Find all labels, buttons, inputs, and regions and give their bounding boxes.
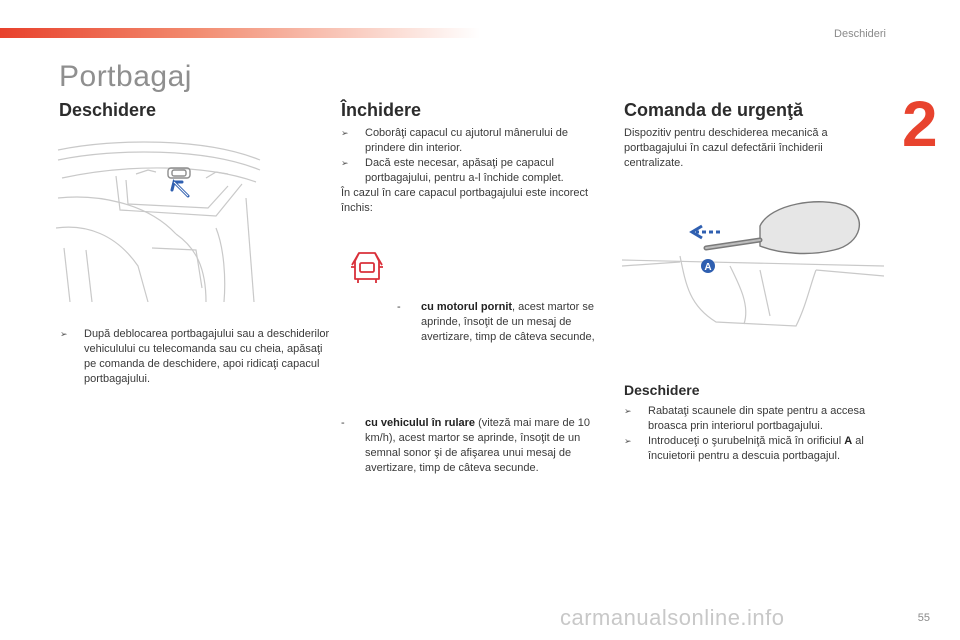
col3-bullet-2: ➢ Introduceţi o şurubelniţă mică în orificiul A al încuietorii pentru a descuia portbagajul. — [624, 435, 864, 462]
section-name: Deschideri — [834, 28, 886, 40]
col3-text-block — [624, 404, 886, 464]
col2-intro: În cazul în care capacul portbagajului este incorect închis: — [341, 187, 589, 214]
col2-dash-2: - cu vehiculul în rulare (viteză mai mare de 10 km/h), acest martor se aprinde, însoţit de un semnal sonor şi de afişarea unui mesaj de avertizare, timp de câteva secunde. — [341, 417, 590, 474]
col2-heading: Închidere — [341, 100, 422, 120]
col3-subheading: Deschidere — [624, 382, 700, 398]
bullet-marker: ➢ — [341, 128, 349, 138]
watermark: carmanualsonline.info — [560, 605, 785, 630]
col2-bullet-1: ➢ Coborâţi capacul cu ajutorul mânerului de prindere din interior. — [341, 127, 569, 154]
bullet-marker: ➢ — [341, 158, 349, 168]
col3-intro: Dispozitiv pentru deschiderea mecanică a portbagajului în cazul defectării închiderii centralizate. — [624, 127, 828, 169]
col2-text-block — [341, 126, 601, 216]
emergency-release-illustration — [620, 196, 886, 330]
header-accent-bar — [0, 28, 480, 38]
col3-bullet-1: ➢ Rabataţi scaunele din spate pentru a accesa broasca prin interiorul portbagajului. — [624, 405, 866, 432]
open-trunk-warning-icon — [350, 247, 384, 287]
col1-heading: Deschidere — [59, 100, 157, 120]
bullet-marker: ➢ — [624, 406, 632, 416]
col2-dash-1: - cu motorul pornit, acest martor se aprinde, însoţit de un mesaj de avertizare, timp de câteva secunde, — [397, 301, 595, 343]
page-title: Portbagaj — [59, 60, 192, 93]
page-number: 55 — [917, 612, 930, 624]
bullet-marker: ➢ — [60, 329, 68, 339]
col3-heading: Comanda de urgenţă — [624, 100, 804, 120]
col1-bullet: ➢ După deblocarea portbagajului sau a deschiderilor vehiculului cu telecomanda sau cu cheia, apăsaţi pe comanda de deschidere, apoi ridicaţi capacul portbagajului. — [60, 328, 330, 385]
chapter-number: 2 — [902, 88, 938, 160]
callout-a-label: A — [704, 262, 712, 273]
tailgate-illustration — [56, 138, 262, 302]
col2-bullet-2: ➢ Dacă este necesar, apăsaţi pe capacul portbagajului, pentru a-l închide complet. — [341, 157, 564, 184]
bullet-marker: ➢ — [624, 436, 632, 446]
